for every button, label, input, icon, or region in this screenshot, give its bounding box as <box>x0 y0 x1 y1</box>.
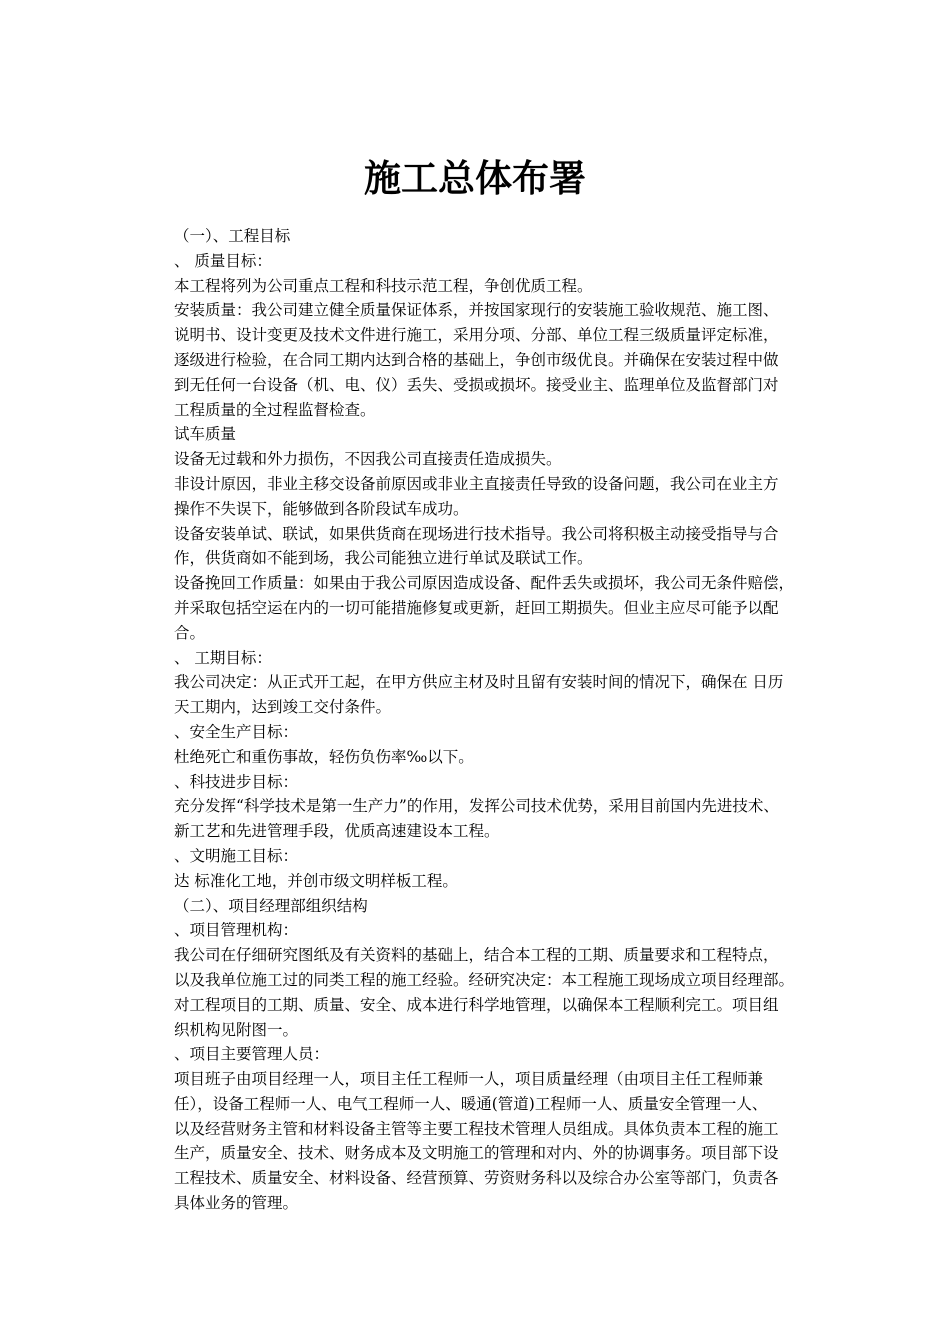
paragraph-line: 设备挽回工作质量：如果由于我公司原因造成设备、配件丢失或损坏，我公司无条件赔偿， <box>174 574 795 593</box>
document-title: 施工总体布署 <box>364 156 586 200</box>
subsection-heading: 、科技进步目标： <box>174 772 299 791</box>
paragraph-line: 安装质量：我公司建立健全质量保证体系，并按国家现行的安装施工验收规范、施工图、 <box>174 301 779 320</box>
paragraph-line: 操作不失误下，能够做到各阶段试车成功。 <box>174 499 469 518</box>
section-heading: （二）、项目经理部组织结构 <box>174 896 368 915</box>
document-body <box>174 224 854 1216</box>
paragraph-line: 任），设备工程师一人、电气工程师一人、暖通(管道)工程师一人、质量安全管理一人、 <box>174 1094 768 1113</box>
paragraph-line: 作，供货商如不能到场，我公司能独立进行单试及联试工作。 <box>174 549 593 568</box>
paragraph-line: 我公司在仔细研究图纸及有关资料的基础上，结合本工程的工期、质量要求和工程特点， <box>174 946 779 965</box>
paragraph-line: 并采取包括空运在内的一切可能措施修复或更新，赶回工期损失。但业主应尽可能予以配 <box>174 598 779 617</box>
paragraph-line: 具体业务的管理。 <box>174 1194 299 1213</box>
paragraph-line: 设备无过载和外力损伤，不因我公司直接责任造成损失。 <box>174 450 562 469</box>
paragraph-line: 生产，质量安全、技术、财务成本及文明施工的管理和对内、外的协调事务。项目部下设 <box>174 1144 779 1163</box>
paragraph-line: 工程质量的全过程监督检查。 <box>174 400 376 419</box>
paragraph-line: 充分发挥“科学技术是第一生产力”的作用，发挥公司技术优势，采用目前国内先进技术、 <box>174 797 779 816</box>
paragraph-line: 新工艺和先进管理手段，优质高速建设本工程。 <box>174 822 500 841</box>
paragraph-line: 以及我单位施工过的同类工程的施工经验。经研究决定：本工程施工现场成立项目经理部。 <box>174 970 795 989</box>
paragraph-line: 工程技术、质量安全、材料设备、经营预算、劳资财务科以及综合办公室等部门，负责各 <box>174 1169 779 1188</box>
paragraph-line: 以及经营财务主管和材料设备主管等主要工程技术管理人员组成。具体负责本工程的施工 <box>174 1119 779 1138</box>
paragraph-line: 我公司决定：从正式开工起，在甲方供应主材及时且留有安装时间的情况下，确保在 日历 <box>174 673 784 692</box>
paragraph-line: 非设计原因，非业主移交设备前原因或非业主直接责任导致的设备问题，我公司在业主方 <box>174 474 779 493</box>
paragraph-line: 杜绝死亡和重伤事故，轻伤负伤率‰以下。 <box>174 747 474 766</box>
paragraph-line: 说明书、设计变更及技术文件进行施工，采用分项、分部、单位工程三级质量评定标准， <box>174 326 779 345</box>
paragraph-line: 天工期内，达到竣工交付条件。 <box>174 698 392 717</box>
paragraph-line: 逐级进行检验，在合同工期内达到合格的基础上，争创市级优良。并确保在安装过程中做 <box>174 350 779 369</box>
paragraph-line: 到无任何一台设备（机、电、仪）丢失、受损或损坏。接受业主、监理单位及监督部门对 <box>174 375 779 394</box>
paragraph-line: 织机构见附图一。 <box>174 1020 299 1039</box>
subsection-heading: 、 质量目标： <box>174 251 272 270</box>
paragraph-line: 合。 <box>174 623 206 642</box>
paragraph-line: 试车质量 <box>174 425 237 444</box>
subsection-heading: 、项目主要管理人员： <box>174 1045 330 1064</box>
subsection-heading: 、项目管理机构： <box>174 921 299 940</box>
paragraph-line: 本工程将列为公司重点工程和科技示范工程，争创优质工程。 <box>174 276 593 295</box>
subsection-heading: 、文明施工目标： <box>174 846 299 865</box>
paragraph-line: 对工程项目的工期、质量、安全、成本进行科学地管理，以确保本工程顺利完工。项目组 <box>174 995 779 1014</box>
subsection-heading: 、 工期目标： <box>174 648 272 667</box>
paragraph-line: 项目班子由项目经理一人，项目主任工程师一人，项目质量经理（由项目主任工程师兼 <box>174 1070 764 1089</box>
subsection-heading: 、安全生产目标： <box>174 722 299 741</box>
paragraph-line: 设备安装单试、联试，如果供货商在现场进行技术指导。我公司将积极主动接受指导与合 <box>174 524 779 543</box>
paragraph-line: 达 标准化工地，并创市级文明样板工程。 <box>174 871 458 890</box>
section-heading: （一）、工程目标 <box>174 227 291 245</box>
